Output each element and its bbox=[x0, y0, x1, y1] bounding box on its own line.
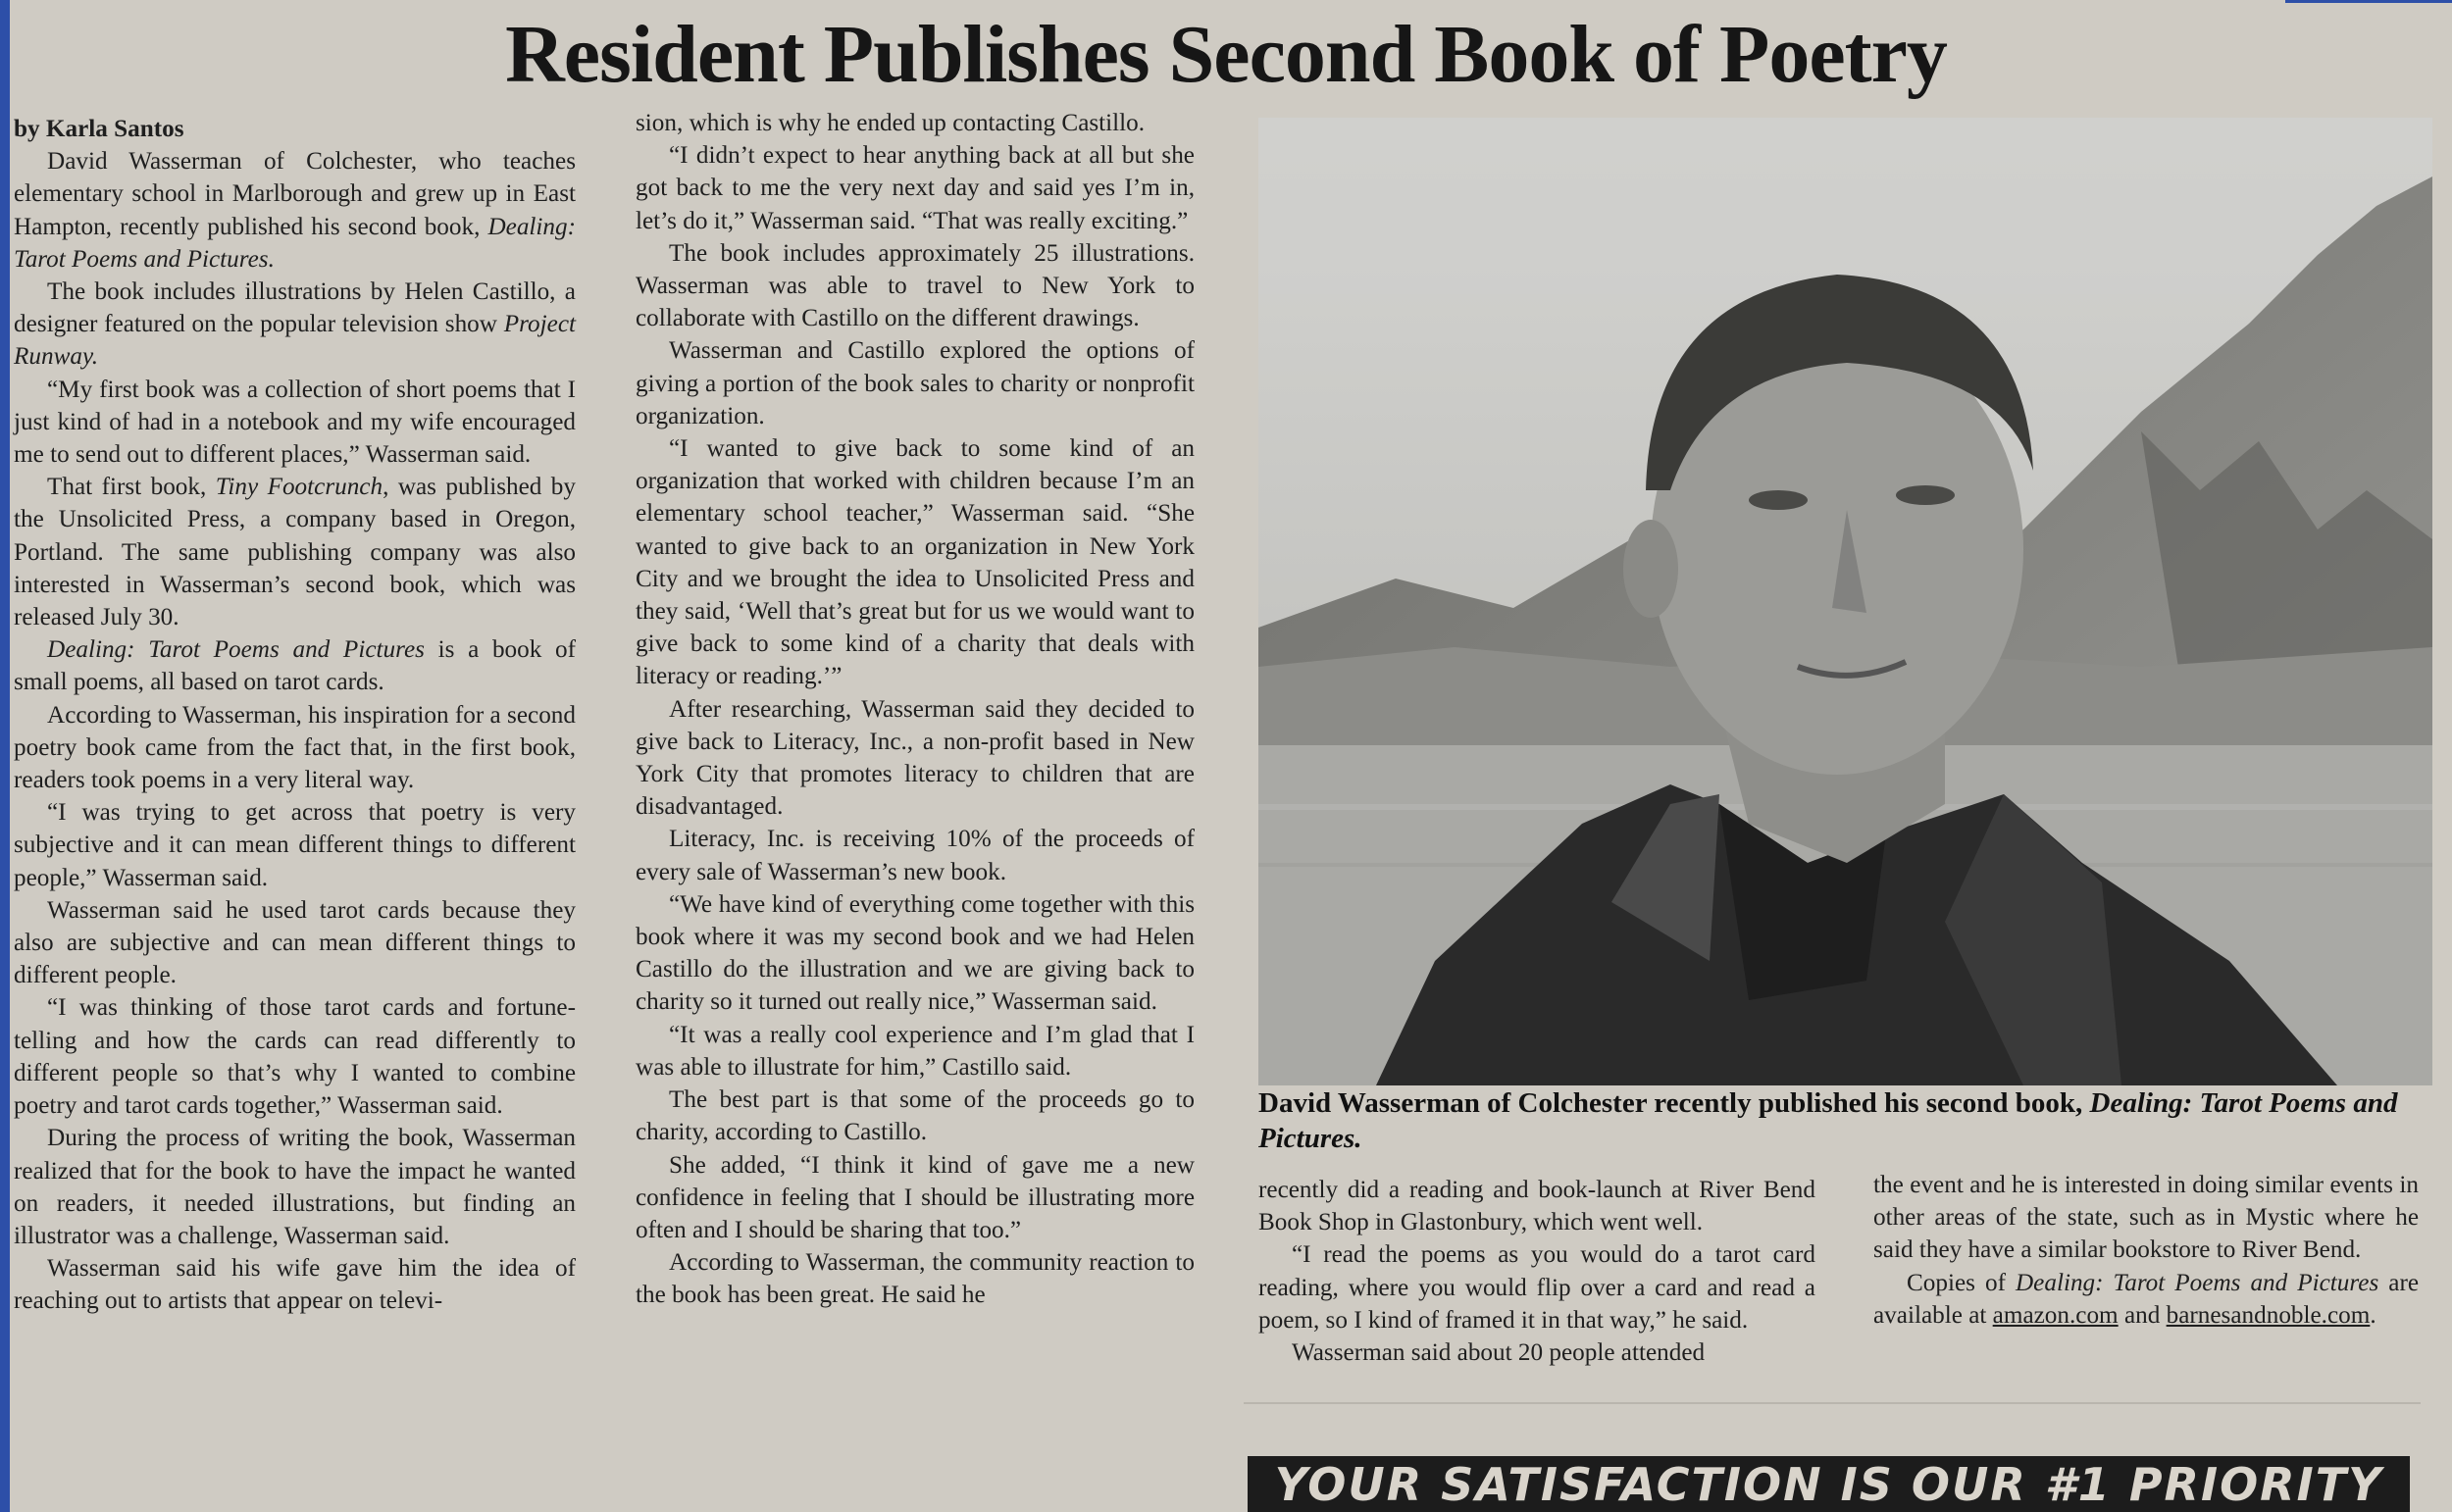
paragraph: According to Wasserman, his inspiration for a second poetry book came from the fact that, in the first book, readers took poems in a very literal way. bbox=[14, 701, 576, 794]
banner-text: YOUR SATISFACTION IS OUR #1 PRIORITY bbox=[1274, 1457, 2383, 1511]
satisfaction-banner bbox=[1248, 1456, 2410, 1512]
paragraph: Wasserman and Castillo explored the options of giving a portion of the book sales to charity or nonprofit organization. bbox=[636, 337, 1195, 429]
paragraph: Literacy, Inc. is receiving 10% of the proceeds of every sale of Wasserman’s new book. bbox=[636, 826, 1195, 885]
paragraph: After researching, Wasserman said they decided to give back to Literacy, Inc., a non-profit based in New York City that promotes literacy to children that are disadvantaged. bbox=[636, 695, 1195, 821]
paragraph: “It was a really cool experience and I’m glad that I was able to illustrate for him,” Castillo said. bbox=[636, 1021, 1195, 1081]
paragraph: The best part is that some of the proceeds go to charity, according to Castillo. bbox=[636, 1086, 1195, 1146]
paragraph: Wasserman said he used tarot cards because they also are subjective and can mean different things to different people. bbox=[14, 896, 576, 989]
paragraph: She added, “I think it kind of gave me a new confidence in feeling that I should be illustrating more often and I should be sharing that too.” bbox=[636, 1151, 1195, 1243]
headline: Resident Publishes Second Book of Poetry bbox=[505, 9, 1947, 100]
page-edge-stripe bbox=[0, 0, 10, 1512]
paragraph: That first book, Tiny Footcrunch, was published by the Unsolicited Press, a company based in Oregon, Portland. The same publishing company was also interested in Wasserman’s second book, which was released July 30. bbox=[14, 474, 576, 631]
paragraph: “I was thinking of those tarot cards and fortune-telling and how the cards can read differently to different people so that’s why I wanted to combine poetry and tarot cards together,” Wasserman said. bbox=[14, 994, 576, 1120]
paragraph: The book includes approximately 25 illustrations. Wasserman was able to travel to New York to collaborate with Castillo on the different drawings. bbox=[636, 239, 1195, 332]
photo-caption: David Wasserman of Colchester recently published his second book, Dealing: Tarot Poems and Pictures. bbox=[1258, 1087, 2398, 1154]
paragraph: Wasserman said about 20 people attended bbox=[1292, 1339, 1706, 1367]
article-column-4 bbox=[1873, 1169, 2419, 1332]
paragraph: David Wasserman of Colchester, who teaches elementary school in Marlborough and grew up in East Hampton, recently published his second book, Dealing: Tarot Poems and Pictures. bbox=[14, 148, 576, 273]
article-photo bbox=[1258, 118, 2432, 1085]
barnesandnoble-link[interactable]: barnesandnoble.com bbox=[2166, 1301, 2371, 1329]
paragraph: sion, which is why he ended up contacting Castillo. bbox=[636, 110, 1146, 136]
paragraph: “I read the poems as you would do a tarot card reading, where you would flip over a card and read a poem, so I kind of framed it in that way,” he said. bbox=[1258, 1241, 1815, 1334]
paragraph: “I didn’t expect to hear anything back at all but she got back to me the very next day and said yes I’m in, let’s do it,” Wasserman said. “That was really exciting.” bbox=[636, 142, 1195, 234]
article-column-1 bbox=[14, 113, 576, 1318]
amazon-link[interactable]: amazon.com bbox=[1992, 1301, 2119, 1329]
paragraph: According to Wasserman, the community reaction to the book has been great. He said he bbox=[636, 1249, 1195, 1309]
article-column-3 bbox=[1258, 1174, 1815, 1369]
divider bbox=[1244, 1402, 2421, 1404]
paragraph: Copies of Dealing: Tarot Poems and Pictures are available at amazon.com and barnesandnoble.com. bbox=[1873, 1269, 2420, 1329]
paragraph: “We have kind of everything come together with this book where it was my second book and we had Helen Castillo do the illustration and we are giving back to charity so it turned out really nice,” Wasserman said. bbox=[636, 890, 1195, 1016]
paragraph: recently did a reading and book-launch at River Bend Book Shop in Glastonbury, which went well. bbox=[1258, 1177, 1815, 1236]
paragraph: Dealing: Tarot Poems and Pictures is a book of small poems, all based on tarot cards. bbox=[14, 636, 576, 696]
paragraph: During the process of writing the book, Wasserman realized that for the book to have the impact he wanted on readers, it needed illustrations, but finding an illustrator was a challenge, Wasserman said. bbox=[14, 1125, 576, 1249]
paragraph: The book includes illustrations by Helen Castillo, a designer featured on the popular television show Project Runway. bbox=[14, 278, 576, 371]
paragraph: “I wanted to give back to some kind of an organization that worked with children because I’m an elementary school teacher,” Wasserman said. “She wanted to give back to an organization in New York City and we brought the idea to Unsolicited Press and they said, ‘Well that’s great but for us we would want to give back to some kind of a charity that deals with literacy or reading.’” bbox=[636, 435, 1195, 690]
paragraph: Wasserman said his wife gave him the idea of reaching out to artists that appear on televi- bbox=[14, 1255, 576, 1315]
byline: by Karla Santos bbox=[14, 116, 184, 142]
paragraph: the event and he is interested in doing similar events in other areas of the state, such as in Mystic where he said they have a similar bookstore to River Bend. bbox=[1873, 1172, 2419, 1264]
portrait-photo-illustration bbox=[1258, 118, 2432, 1085]
paragraph: “My first book was a collection of short poems that I just kind of had in a notebook and my wife encouraged me to send out to different places,” Wasserman said. bbox=[14, 376, 576, 469]
article-column-2 bbox=[636, 107, 1195, 1312]
paragraph: “I was trying to get across that poetry is very subjective and it can mean different things to different people,” Wasserman said. bbox=[14, 799, 576, 891]
